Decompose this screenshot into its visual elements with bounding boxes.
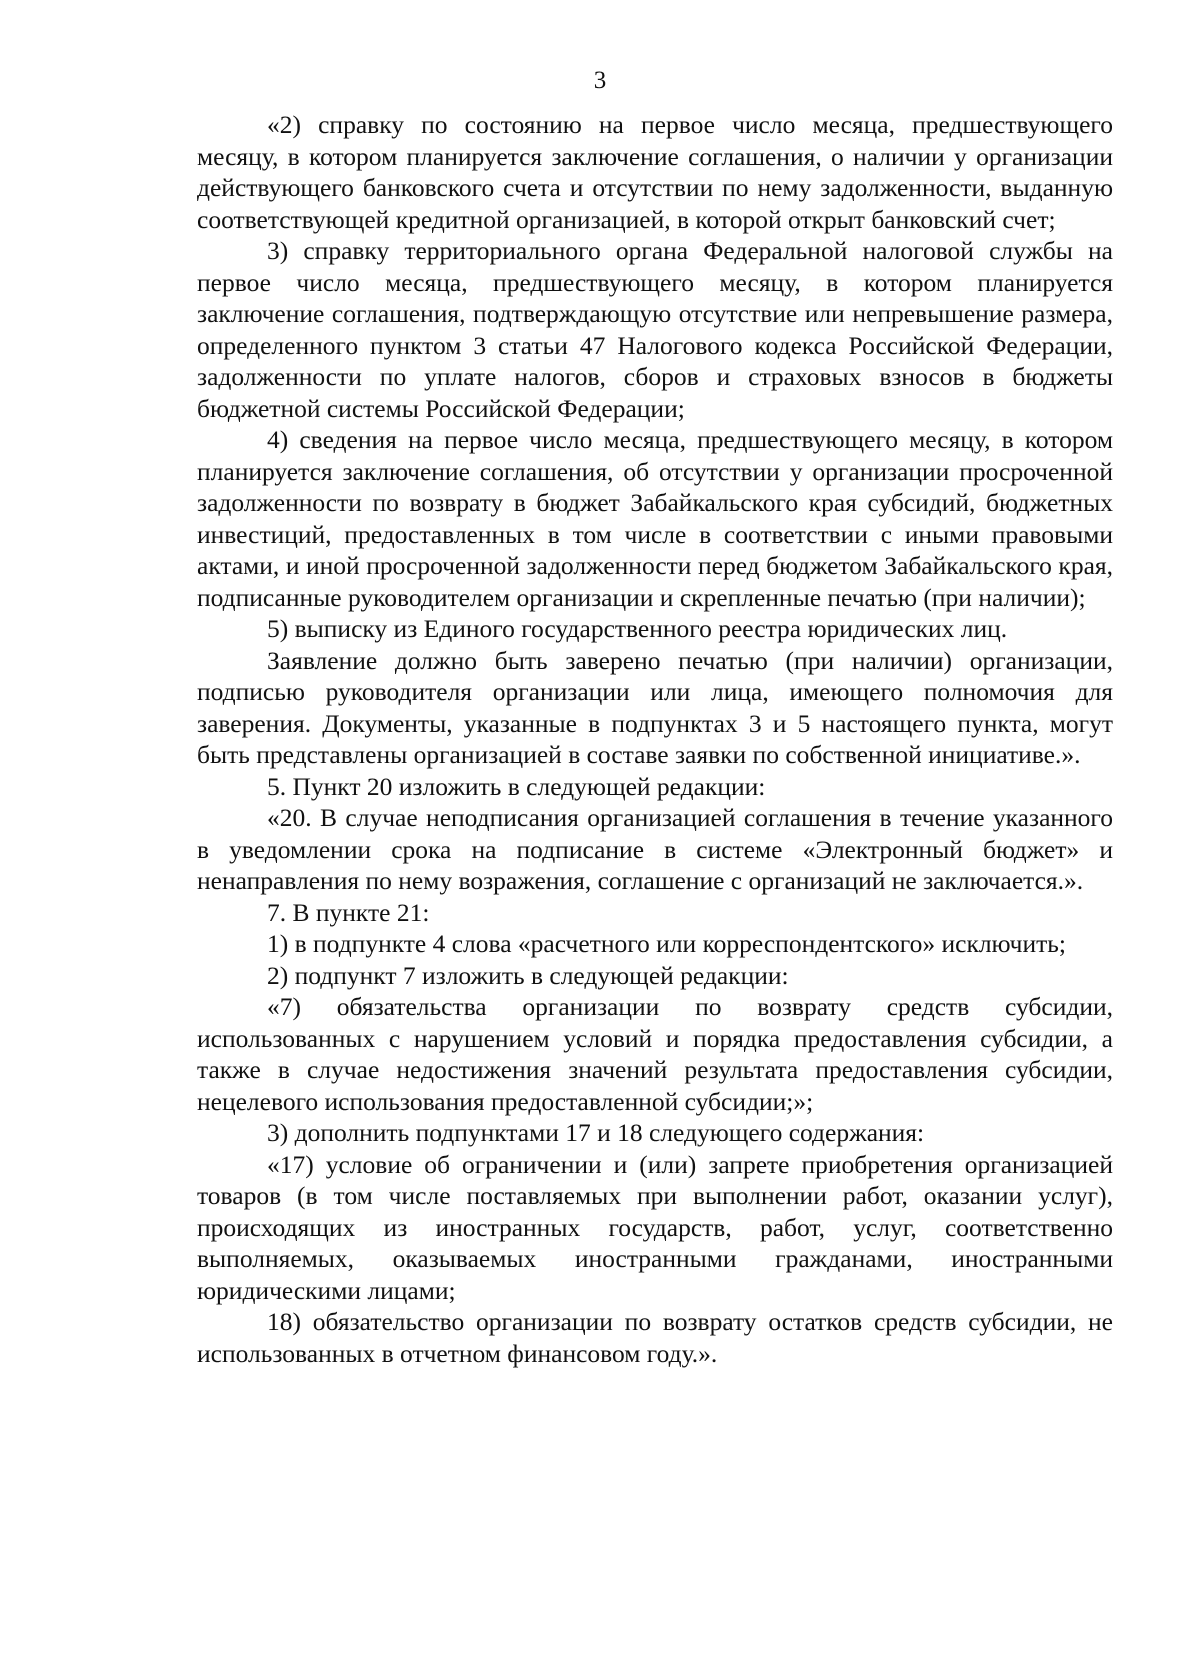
page-number: 3 — [593, 67, 607, 94]
paragraph-item-2-bank-certificate: «2) справку по состоянию на первое число месяца, предшествующего месяцу, в котором планируется заключение соглашения, о наличии у организации действующего банковского счета и отсутствии по нему задолженности, выданную соответствующей кредитной организацией, в которой открыт банковский счет; — [197, 110, 1113, 234]
paragraph-subitem-1: 1) в подпункте 4 слова «расчетного или корреспондентского» исключить; — [267, 929, 1066, 958]
paragraph-subitem-7-text: «7) обязательства организации по возврату средств субсидии, использованных с нарушением условий и порядка предоставления субсидии, а также в случае недостижения значений результата предоставления субсидии, нецелевого использования предоставленной субсидии;»; — [197, 992, 1113, 1116]
paragraph-clause-20: «20. В случае неподписания организацией соглашения в течение указанного в уведомлении срока на подписание в системе «Электронный бюджет» и ненаправления по нему возражения, соглашение с организаций не заключается.». — [197, 803, 1113, 895]
paragraph-section-7-heading: 7. В пункте 21: — [267, 897, 430, 927]
paragraph-subitem-3: 3) дополнить подпунктами 17 и 18 следующего содержания: — [267, 1118, 925, 1147]
paragraph-item-3-tax-certificate: 3) справку территориального органа Федеральной налоговой службы на первое число месяца, предшествующего месяцу, в котором планируется заключение соглашения, подтверждающую отсутствие или непревышение размера, определенного пунктом 3 статьи 47 Налогового кодекса Российской Федерации, задолженности по уплате налогов, сборов и страховых взносов в бюджеты бюджетной системы Российской Федерации; — [197, 236, 1113, 423]
paragraph-item-4-debt-information: 4) сведения на первое число месяца, предшествующего месяцу, в котором планируется заключение соглашения, об отсутствии у организации просроченной задолженности по возврату в бюджет Забайкальского края субсидий, бюджетных инвестиций, предоставленных в том числе в соответствии с иными правовыми актами, и иной просроченной задолженности перед бюджетом Забайкальского края, подписанные руководителем организации и скрепленные печатью (при наличии); — [197, 425, 1113, 612]
paragraph-item-5-registry-extract: 5) выписку из Единого государственного реестра юридических лиц. — [267, 614, 1008, 643]
paragraph-subitem-2: 2) подпункт 7 изложить в следующей редакции: — [267, 960, 789, 990]
document-body — [197, 109, 1113, 1369]
paragraph-subitem-18-text: 18) обязательство организации по возврату остатков средств субсидии, не использованных в отчетном финансовом году.». — [197, 1307, 1113, 1368]
paragraph-subitem-17-text: «17) условие об ограничении и (или) запрете приобретения организацией товаров (в том числе поставляемых при выполнении работ, оказании услуг), происходящих из иностранных государств, работ, услуг, соответственно выполняемых, оказываемых иностранными гражданами, иностранными юридическими лицами; — [197, 1149, 1113, 1305]
paragraph-application-certification: Заявление должно быть заверено печатью (при наличии) организации, подписью руководителя организации или лица, имеющего полномочия для заверения. Документы, указанные в подпунктах 3 и 5 настоящего пункта, могут быть представлены организацией в составе заявки по собственной инициативе.». — [197, 645, 1113, 769]
paragraph-section-5-heading: 5. Пункт 20 изложить в следующей редакции: — [267, 771, 766, 801]
